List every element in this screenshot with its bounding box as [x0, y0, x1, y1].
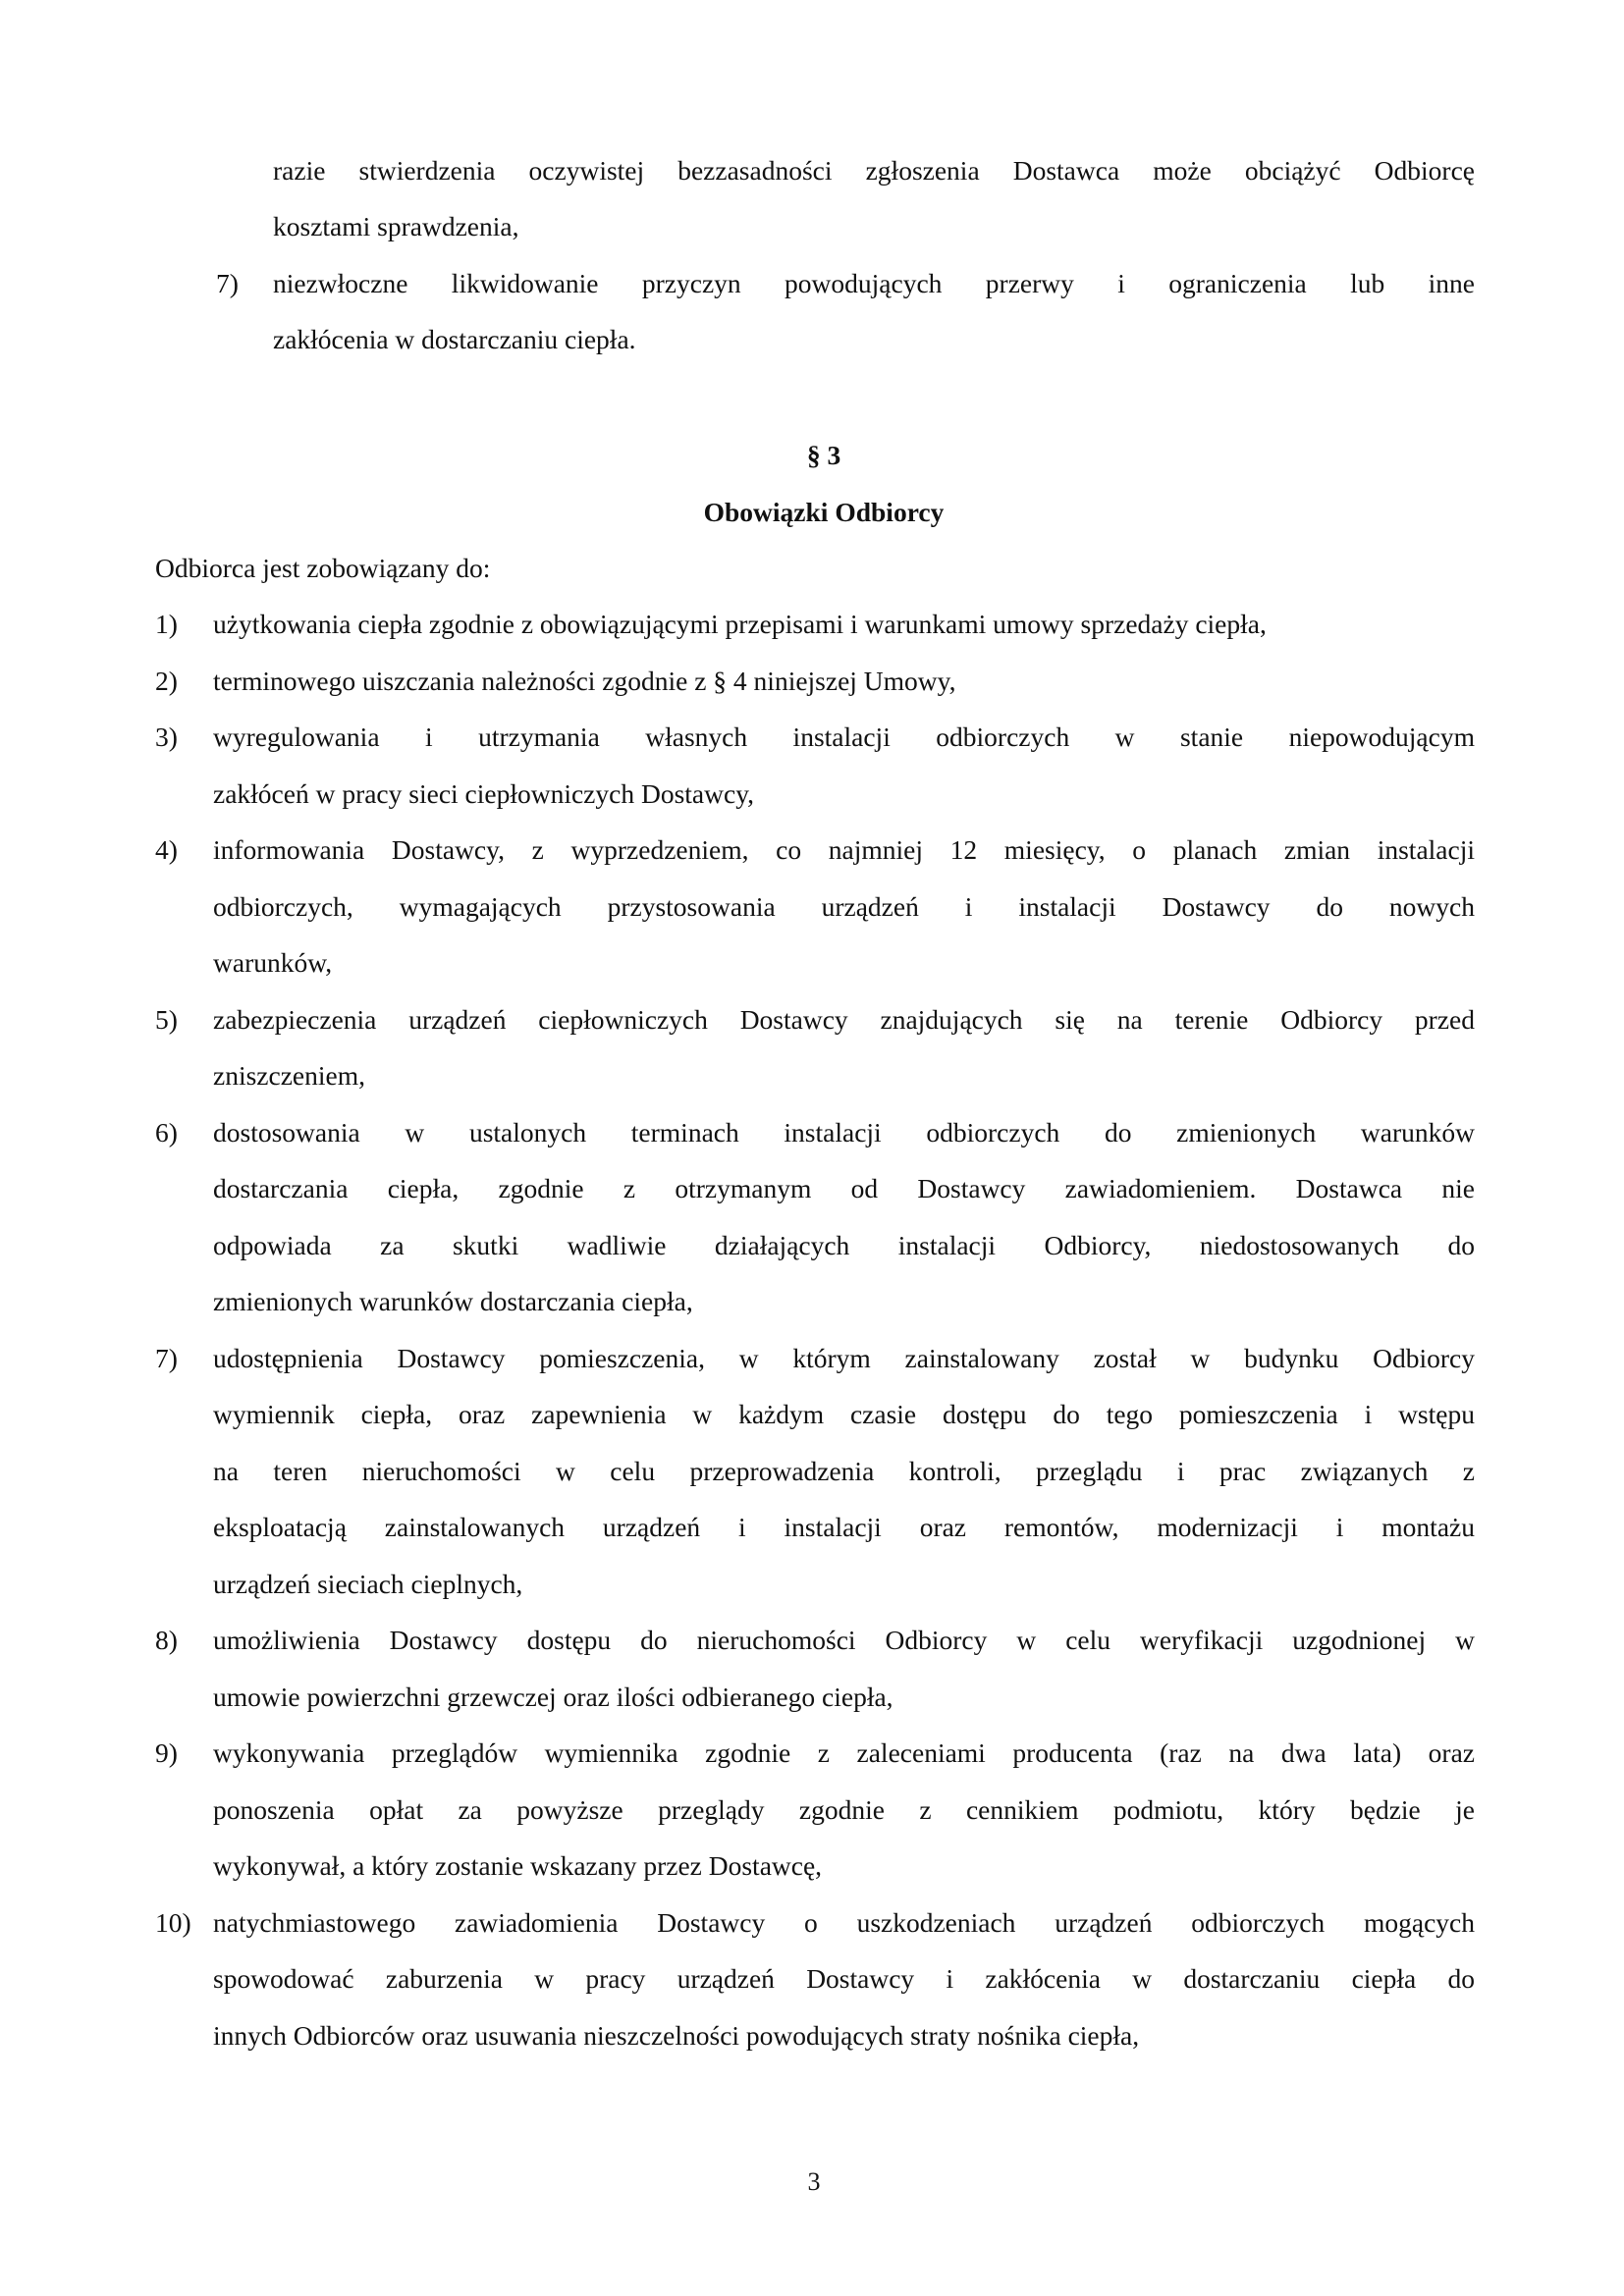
- list-item-line: dostarczania ciepła, zgodnie z otrzymanym od Dostawcy zawiadomieniem. Dostawca nie: [213, 1173, 1475, 1203]
- list-number: 7): [155, 1343, 178, 1373]
- list-item-line: umowie powierzchni grzewczej oraz ilości odbieranego ciepła,: [213, 1682, 893, 1712]
- list-item-line: warunków,: [213, 947, 333, 978]
- list-item-line: informowania Dostawcy, z wyprzedzeniem, co najmniej 12 miesięcy, o planach zmian instalacji: [213, 834, 1475, 865]
- section-intro: Odbiorca jest zobowiązany do:: [155, 553, 491, 583]
- list-item-line: zabezpieczenia urządzeń ciepłowniczych Dostawcy znajdujących się na terenie Odbiorcy przed: [213, 1004, 1475, 1035]
- list-item-line: natychmiastowego zawiadomienia Dostawcy o uszkodzeniach urządzeń odbiorczych mogących: [213, 1907, 1475, 1938]
- list-number: 5): [155, 1004, 178, 1035]
- list-item-line: wykonywania przeglądów wymiennika zgodnie z zaleceniami producenta (raz na dwa lata) oraz: [213, 1737, 1475, 1768]
- list-item-line: odpowiada za skutki wadliwie działających instalacji Odbiorcy, niedostosowanych do: [213, 1230, 1475, 1260]
- list-item-line: innych Odbiorców oraz usuwania nieszczelności powodujących straty nośnika ciepła,: [213, 2020, 1140, 2051]
- section-title: Obowiązki Odbiorcy: [703, 497, 945, 527]
- list-item-line: dostosowania w ustalonych terminach instalacji odbiorczych do zmienionych warunków: [213, 1117, 1475, 1148]
- list-item-line: zmienionych warunków dostarczania ciepła,: [213, 1286, 693, 1316]
- list-item-line: terminowego uiszczania należności zgodnie z § 4 niniejszej Umowy,: [213, 666, 956, 696]
- list-item-line: zniszczeniem,: [213, 1060, 365, 1091]
- paragraph-line: kosztami sprawdzenia,: [273, 211, 519, 241]
- list-number: 6): [155, 1117, 178, 1148]
- list-item-line: na teren nieruchomości w celu przeprowadzenia kontroli, przeglądu i prac związanych z: [213, 1456, 1475, 1486]
- list-item-line: wymiennik ciepła, oraz zapewnienia w każdym czasie dostępu do tego pomieszczenia i wstępu: [213, 1399, 1475, 1429]
- list-item-line: udostępnienia Dostawcy pomieszczenia, w którym zainstalowany został w budynku Odbiorcy: [213, 1343, 1475, 1373]
- list-number: 7): [216, 268, 239, 298]
- list-item-line: eksploatacją zainstalowanych urządzeń i instalacji oraz remontów, modernizacji i montażu: [213, 1512, 1475, 1542]
- list-number: 4): [155, 834, 178, 865]
- list-item-line: urządzeń sieciach cieplnych,: [213, 1569, 523, 1599]
- list-item-line: zakłóceń w pracy sieci ciepłowniczych Dostawcy,: [213, 778, 755, 809]
- list-item-line: wykonywał, a który zostanie wskazany przez Dostawcę,: [213, 1850, 823, 1881]
- paragraph-line: razie stwierdzenia oczywistej bezzasadności zgłoszenia Dostawca może obciążyć Odbiorcę: [273, 155, 1475, 186]
- section-symbol: § 3: [806, 440, 841, 470]
- list-item-line: użytkowania ciepła zgodnie z obowiązującymi przepisami i warunkami umowy sprzedaży ciepła,: [213, 609, 1267, 639]
- list-item-line: wyregulowania i utrzymania własnych instalacji odbiorczych w stanie niepowodującym: [213, 721, 1475, 752]
- list-number: 3): [155, 721, 178, 752]
- page-number: 3: [807, 2167, 821, 2196]
- list-number: 8): [155, 1625, 178, 1655]
- paragraph-line: zakłócenia w dostarczaniu ciepła.: [273, 324, 636, 354]
- list-item-line: odbiorczych, wymagających przystosowania urządzeń i instalacji Dostawcy do nowych: [213, 891, 1475, 922]
- list-item-line: umożliwienia Dostawcy dostępu do nieruchomości Odbiorcy w celu weryfikacji uzgodnionej w: [213, 1625, 1475, 1655]
- list-number: 1): [155, 609, 178, 639]
- list-number: 2): [155, 666, 178, 696]
- list-number: 9): [155, 1737, 178, 1768]
- list-item-line: spowodować zaburzenia w pracy urządzeń Dostawcy i zakłócenia w dostarczaniu ciepła do: [213, 1963, 1475, 1994]
- paragraph-line: niezwłoczne likwidowanie przyczyn powodujących przerwy i ograniczenia lub inne: [273, 268, 1475, 298]
- list-number: 10): [155, 1907, 191, 1938]
- list-item-line: ponoszenia opłat za powyższe przeglądy zgodnie z cennikiem podmiotu, który będzie je: [213, 1794, 1475, 1825]
